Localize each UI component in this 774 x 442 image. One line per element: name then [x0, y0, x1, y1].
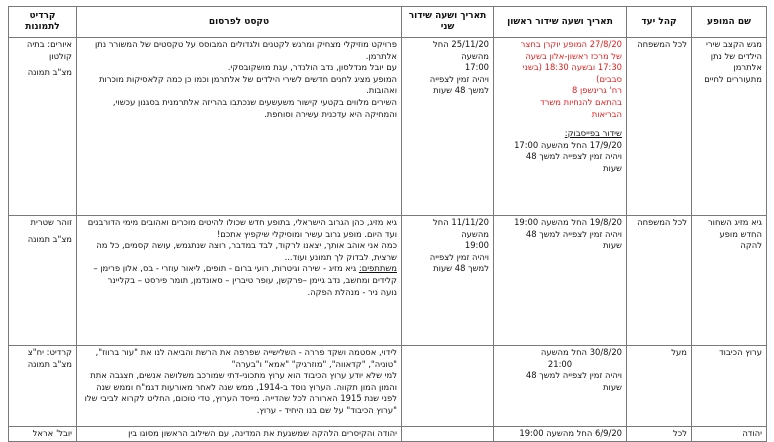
credit-line: זוהר שטרית [30, 217, 72, 227]
table-row [9, 346, 767, 427]
audience-cell: לכל המשפחה [627, 216, 692, 346]
publicity-text-cell [77, 216, 402, 346]
credit-line: מצ"ב תמונה [27, 233, 72, 244]
second-airing-line: למשך 48 שעות [433, 85, 489, 96]
show-name-cell: ערוץ הכיבוד [692, 346, 767, 427]
header-audience: קהל יעד [627, 7, 692, 38]
participants-list: גיא מזיג - שירה וגיטרות, רועי ברום - תופים, ליאור עוזרי - בס, אלון פרימן – קלידים ומחשב, נדב גיימן –פרקשן, עופר טיברין – סאונדמן, תומר פירסט – בקליינר [93, 263, 397, 285]
second-airing-line: 19:00 [464, 240, 489, 251]
publicity-paragraph: השירים מלווים בקטעי קישור משעשעים שנכתבו בהריזה אלתרמנית בסגנון עכשוי, והמחיקה היא עדכנית עשירה וסוחפת. [112, 96, 397, 119]
first-airing-line: 27/8/20 המופע יוקרן בחצר [520, 39, 622, 49]
publicity-paragraph: המופע מציג לחנים חדשים לשירי הילדים של אלתרמן וכמו כן כמה קלאסיקות מוכרות ואהובות. [98, 73, 397, 96]
participants-paragraph [81, 263, 397, 286]
first-airing-line: 17:30 ובשעה 18:30 (בשני [522, 62, 622, 73]
second-airing-line: 25/11/20 החל [433, 39, 489, 49]
publicity-text-cell [77, 38, 402, 216]
second-airing-cell [402, 216, 494, 346]
facebook-broadcast-label: שידור בפייסבוק: [564, 128, 622, 139]
broadcast-schedule-table [8, 6, 767, 442]
publicity-paragraph: נועה ניר - מנהלת הפקה. [307, 286, 397, 297]
first-airing-line: 21:00 [547, 358, 573, 369]
header-second-airing: תאריך ושעה שידור שני [402, 7, 494, 38]
show-name-cell: גיא מזיג השחור החדש מופע להקה [692, 216, 767, 346]
second-airing-line: מהשעה [461, 50, 489, 61]
first-airing-line: רח' גרינשפן 8 [571, 85, 622, 96]
second-airing-line: ויהיה זמין לצפייה [429, 73, 489, 84]
publicity-text-cell [77, 346, 402, 427]
audience-cell: לכל המשפחה [627, 38, 692, 216]
first-airing-line: שעות [603, 240, 622, 251]
second-airing-cell [402, 38, 494, 216]
credit-line: איורים: בתיה קולטון [26, 39, 72, 61]
first-airing-line: סבבים) [596, 73, 622, 84]
header-photo-credit: קרדיט לתמונות [9, 7, 77, 38]
first-airing-line: שעות [603, 162, 622, 173]
credit-line: מצ"ב תמונה [27, 67, 72, 78]
participants-label: משתתפים: [358, 263, 397, 274]
publicity-paragraph: גיא מזיג, כהן הגרוב הישראלי, בתופע חדש שכולו להיטים מוכרים ואהובים מימי הדורבנים ועד היום. מופע גרוב עשיר ומוסיקלי שיקפיץ אתכם! [87, 217, 397, 239]
table-row [9, 38, 767, 216]
first-airing-line: הבריאות [591, 108, 622, 119]
first-airing-line: ויהיה זמין לצפייה למשך 48 [525, 151, 622, 162]
photo-credit-cell [9, 38, 77, 216]
second-airing-line: ויהיה זמין לצפייה [429, 251, 489, 262]
first-airing-line: ויהיה זמין לצפייה למשך 48 [525, 228, 622, 239]
first-airing-cell [494, 216, 627, 346]
audience-cell: מעל [627, 346, 692, 427]
table-row [9, 216, 767, 346]
first-airing-line: 17/9/20 החל מהשעה 17:00 [514, 139, 622, 150]
show-name-cell: מגש הקצב שירי הילדים של נתן אלתרמן מתעוררים לחיים [692, 38, 767, 216]
audience-cell: לכל [627, 427, 692, 442]
header-show-name: שם המופע [692, 7, 767, 38]
first-airing-line: ויהיה זמין לצפייה למשך 48 [525, 370, 622, 381]
header-first-airing: תאריך ושעה שידור ראשון [494, 7, 627, 38]
publicity-paragraph: עם יובל מנדלסון, נדב הולנדר, עגת מושקובסקי. [227, 62, 397, 73]
credit-line: יובל' אראל [32, 428, 72, 438]
first-airing-line: 30/8/20 החל מהשעה [540, 347, 622, 357]
header-row [9, 7, 767, 38]
first-airing-line: 6/9/20 החל מהשעה 19:00 [519, 428, 622, 438]
first-airing-line: שעות [603, 381, 622, 392]
photo-credit-cell [9, 216, 77, 346]
second-airing-cell [402, 346, 494, 427]
publicity-paragraph: לידוי, אסטמה ושקד פררה - השלישייה שפרפה את הרשת והביאה לנו את "עור ברווז", "טוניה", "קדאווה", "מוזרגיק" "אמא" ו"בערה" [95, 347, 397, 369]
credit-line: מצ"ב תמונה [27, 358, 72, 369]
first-airing-line: 19/8/20 החל מהשעה 19:00 [514, 217, 622, 227]
photo-credit-cell [9, 346, 77, 427]
second-airing-line: מהשעה [461, 228, 489, 239]
publicity-paragraph: פרויקט מוזיקלי מצחיק ומרגש לקטנים ולגדולים המבוסס על טקסטים של המשורר נתן אלתרמן. [94, 39, 397, 61]
second-airing-line: למשך 48 שעות [433, 263, 489, 274]
show-name-cell: יהודה [692, 427, 767, 442]
second-airing-line: 11/11/20 החל [433, 217, 489, 227]
first-airing-line: של מרכז ראשון-אלון בשעה [525, 50, 622, 61]
publicity-paragraph: למי שלא יודע ערוץ הכיבוד הוא ערוץ מתכוני-דתי שמורכב משלושה אנשים, חצגבה אתת והמון המון תקווה. הערוץ נוסד ב-1914, ממש שנה לאחר מאורעות דגמ"ח וממש שנה לפני שנת 1915 הארורה לכל שהדייה. מייסד הערוץ, טדי טוכום, החליט לקרוא לביבי שלו "ערוץ הכיבוד" על שם בנו היחיד - ערוץ. [84, 370, 397, 415]
first-airing-line: בהתאם להנחיות משרד [540, 96, 622, 107]
publicity-paragraph: כמה אני אוהב אותך, יצאנו לרקוד, לבד במדבר, רוצה שנתגמש, עושה קסמים, כל מה שרצית, לבדוק לך תמונע ועוד... [96, 240, 397, 262]
header-publicity-text: טקסט לפרסום [77, 7, 402, 38]
first-airing-cell [494, 38, 627, 216]
publicity-paragraph: יהודה והקיסרים הלהקה שמשגעת את המדינה, עם השילוב הראשון מסוגו בין [128, 428, 397, 438]
first-airing-cell [494, 346, 627, 427]
second-airing-line: 17:00 [464, 62, 489, 73]
credit-line: קרדיט: יח"צ [27, 347, 72, 357]
